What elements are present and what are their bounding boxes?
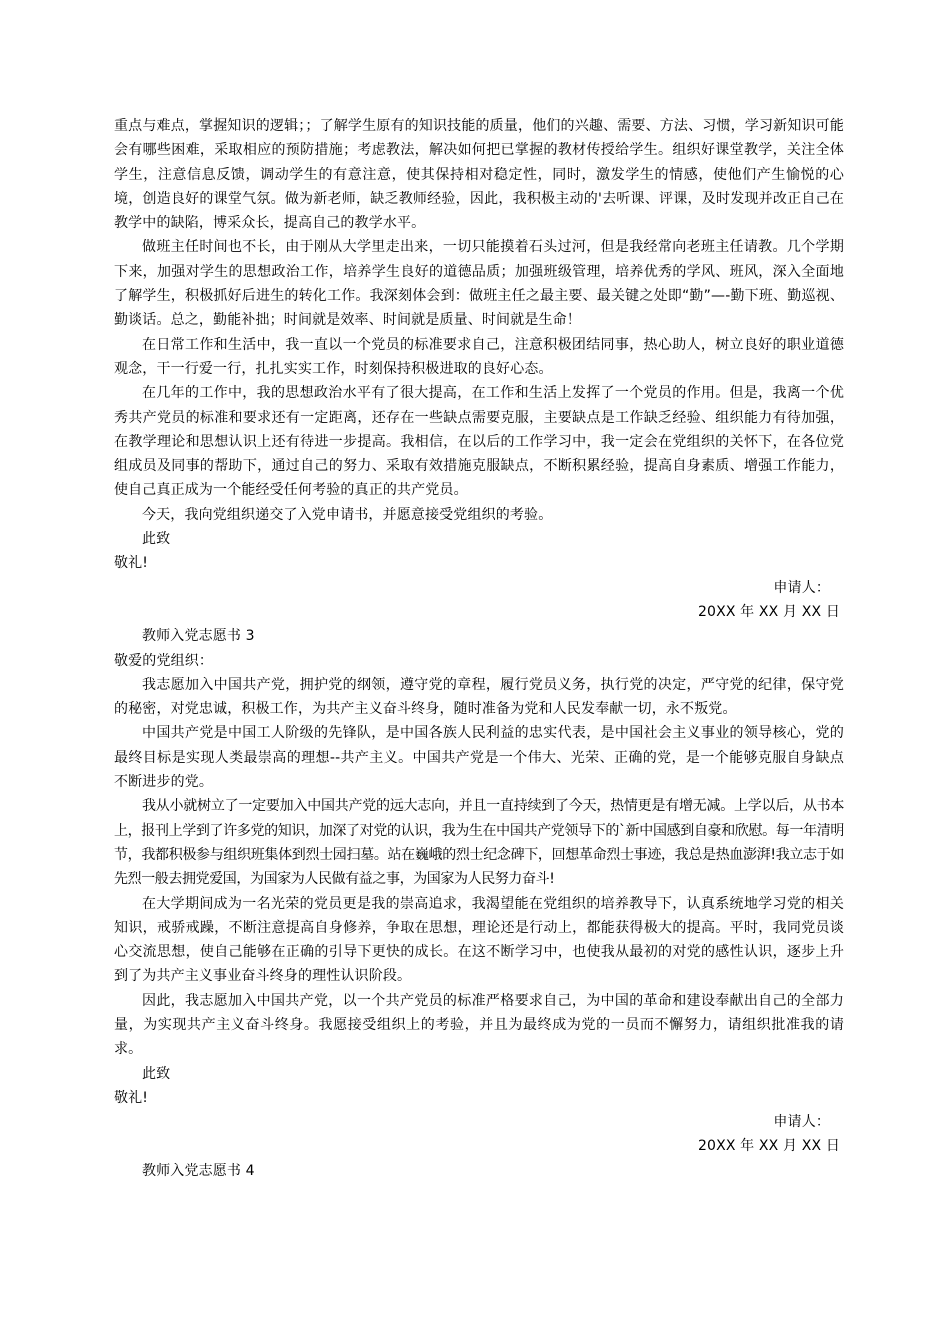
document-page	[114, 114, 844, 1183]
section-title: 教师入党志愿书 4	[142, 1162, 255, 1179]
paragraph: 中国共产党是中国工人阶级的先锋队，是中国各族人民利益的忠实代表，是中国社会主义事业的领导核心，党的最终目标是实现人类最崇高的理想--共产主义。中国共产党是一个伟大、光荣、正确的党，是一个能够克服自身缺点不断进步的党。	[114, 725, 844, 791]
greeting-line: 敬爱的党组织：	[114, 652, 214, 669]
paragraph: 今天，我向党组织递交了入党申请书，并愿意接受党组织的考验。	[142, 506, 553, 523]
paragraph: 在几年的工作中，我的思想政治水平有了很大提高，在工作和生活上发挥了一个党员的作用。但是，我离一个优秀共产党员的标准和要求还有一定距离，还存在一些缺点需要克服，主要缺点是工作缺乏经验、组织能力有待加强，在教学理论和思想认识上还有待进一步提高。我相信，在以后的工作学习中，我一定会在党组织的关怀下，在各位党组成员及同事的帮助下，通过自己的努力、采取有效措施克服缺点，不断积累经验，提高自身素质、增强工作能力，使自己真正成为一个能经受任何考验的真正的共产党员。	[114, 385, 844, 499]
section-title: 教师入党志愿书 3	[142, 628, 255, 645]
applicant-line: 申请人：	[773, 579, 830, 596]
closing-line: 此致	[142, 531, 171, 548]
applicant-line: 申请人：	[773, 1114, 830, 1131]
salute-line: 敬礼!	[114, 555, 149, 572]
paragraph: 在大学期间成为一名光荣的党员更是我的崇高追求，我渴望能在党组织的培养教导下，认真系统地学习党的相关知识，戒骄戒躁，不断注意提高自身修养，争取在思想，理论还是行动上，都能获得极大的提高。平时，我同党员谈心交流思想，使自己能够在正确的引导下更快的成长。在这不断学习中，也使我从最初的对党的感性认识，逐步上升到了为共产主义事业奋斗终身的理性认识阶段。	[114, 895, 844, 985]
paragraph: 做班主任时间也不长，由于刚从大学里走出来，一切只能摸着石头过河，但是我经常向老班主任请教。几个学期下来，加强对学生的思想政治工作，培养学生良好的道德品质；加强班级管理，培养优秀的学风、班风，深入全面地了解学生，积极抓好后进生的转化工作。我深刻体会到：做班主任之最主要、最关键之处即“勤”—-勤下班、勤巡视、勤谈话。总之，勤能补拙；时间就是效率、时间就是质量、时间就是生命！	[114, 239, 844, 329]
paragraph: 重点与难点，掌握知识的逻辑；；了解学生原有的知识技能的质量，他们的兴趣、需要、方法、习惯，学习新知识可能会有哪些困难，采取相应的预防措施；考虑教法，解决如何把已掌握的教材传授给学生。组织好课堂教学，关注全体学生，注意信息反馈，调动学生的有意注意，使其保持相对稳定性，同时，激发学生的情感，使他们产生愉悦的心境，创造良好的课堂气氛。做为新老师，缺乏教师经验，因此，我积极主动的'去听课、评课，及时发现并改正自己在教学中的缺陷，博采众长，提高自己的教学水平。	[114, 118, 844, 232]
date-line: 20XX 年 XX 月 XX 日	[697, 1138, 840, 1155]
paragraph: 因此，我志愿加入中国共产党，以一个共产党员的标准严格要求自己，为中国的革命和建设奉献出自己的全部力量，为实现共产主义奋斗终身。我愿接受组织上的考验，并且为最终成为党的一员而不懈努力，请组织批准我的请求。	[114, 992, 844, 1058]
salute-line: 敬礼!	[114, 1089, 149, 1106]
paragraph: 我从小就树立了一定要加入中国共产党的远大志向，并且一直持续到了今天，热情更是有增无减。上学以后，从书本上，报刊上学到了许多党的知识，加深了对党的认识，我为生在中国共产党领导下的`新中国感到自豪和欣慰。每一年清明节，我都积极参与组织班集体到烈士园扫墓。站在巍峨的烈士纪念碑下，回想革命烈士事迹，我总是热血澎湃!我立志于如先烈一般去拥党爱国，为国家为人民做有益之事，为国家为人民努力奋斗!	[114, 798, 844, 888]
paragraph: 我志愿加入中国共产党，拥护党的纲领，遵守党的章程，履行党员义务，执行党的决定，严守党的纪律，保守党的秘密，对党忠诚，积极工作，为共产主义奋斗终身，随时准备为党和人民发奉献一切，永不叛党。	[114, 676, 844, 718]
closing-line: 此致	[142, 1065, 171, 1082]
date-line: 20XX 年 XX 月 XX 日	[697, 603, 840, 620]
paragraph: 在日常工作和生活中，我一直以一个党员的标准要求自己，注意积极团结同事，热心助人，树立良好的职业道德观念，干一行爱一行，扎扎实实工作，时刻保持积极进取的良好心态。	[114, 336, 844, 377]
